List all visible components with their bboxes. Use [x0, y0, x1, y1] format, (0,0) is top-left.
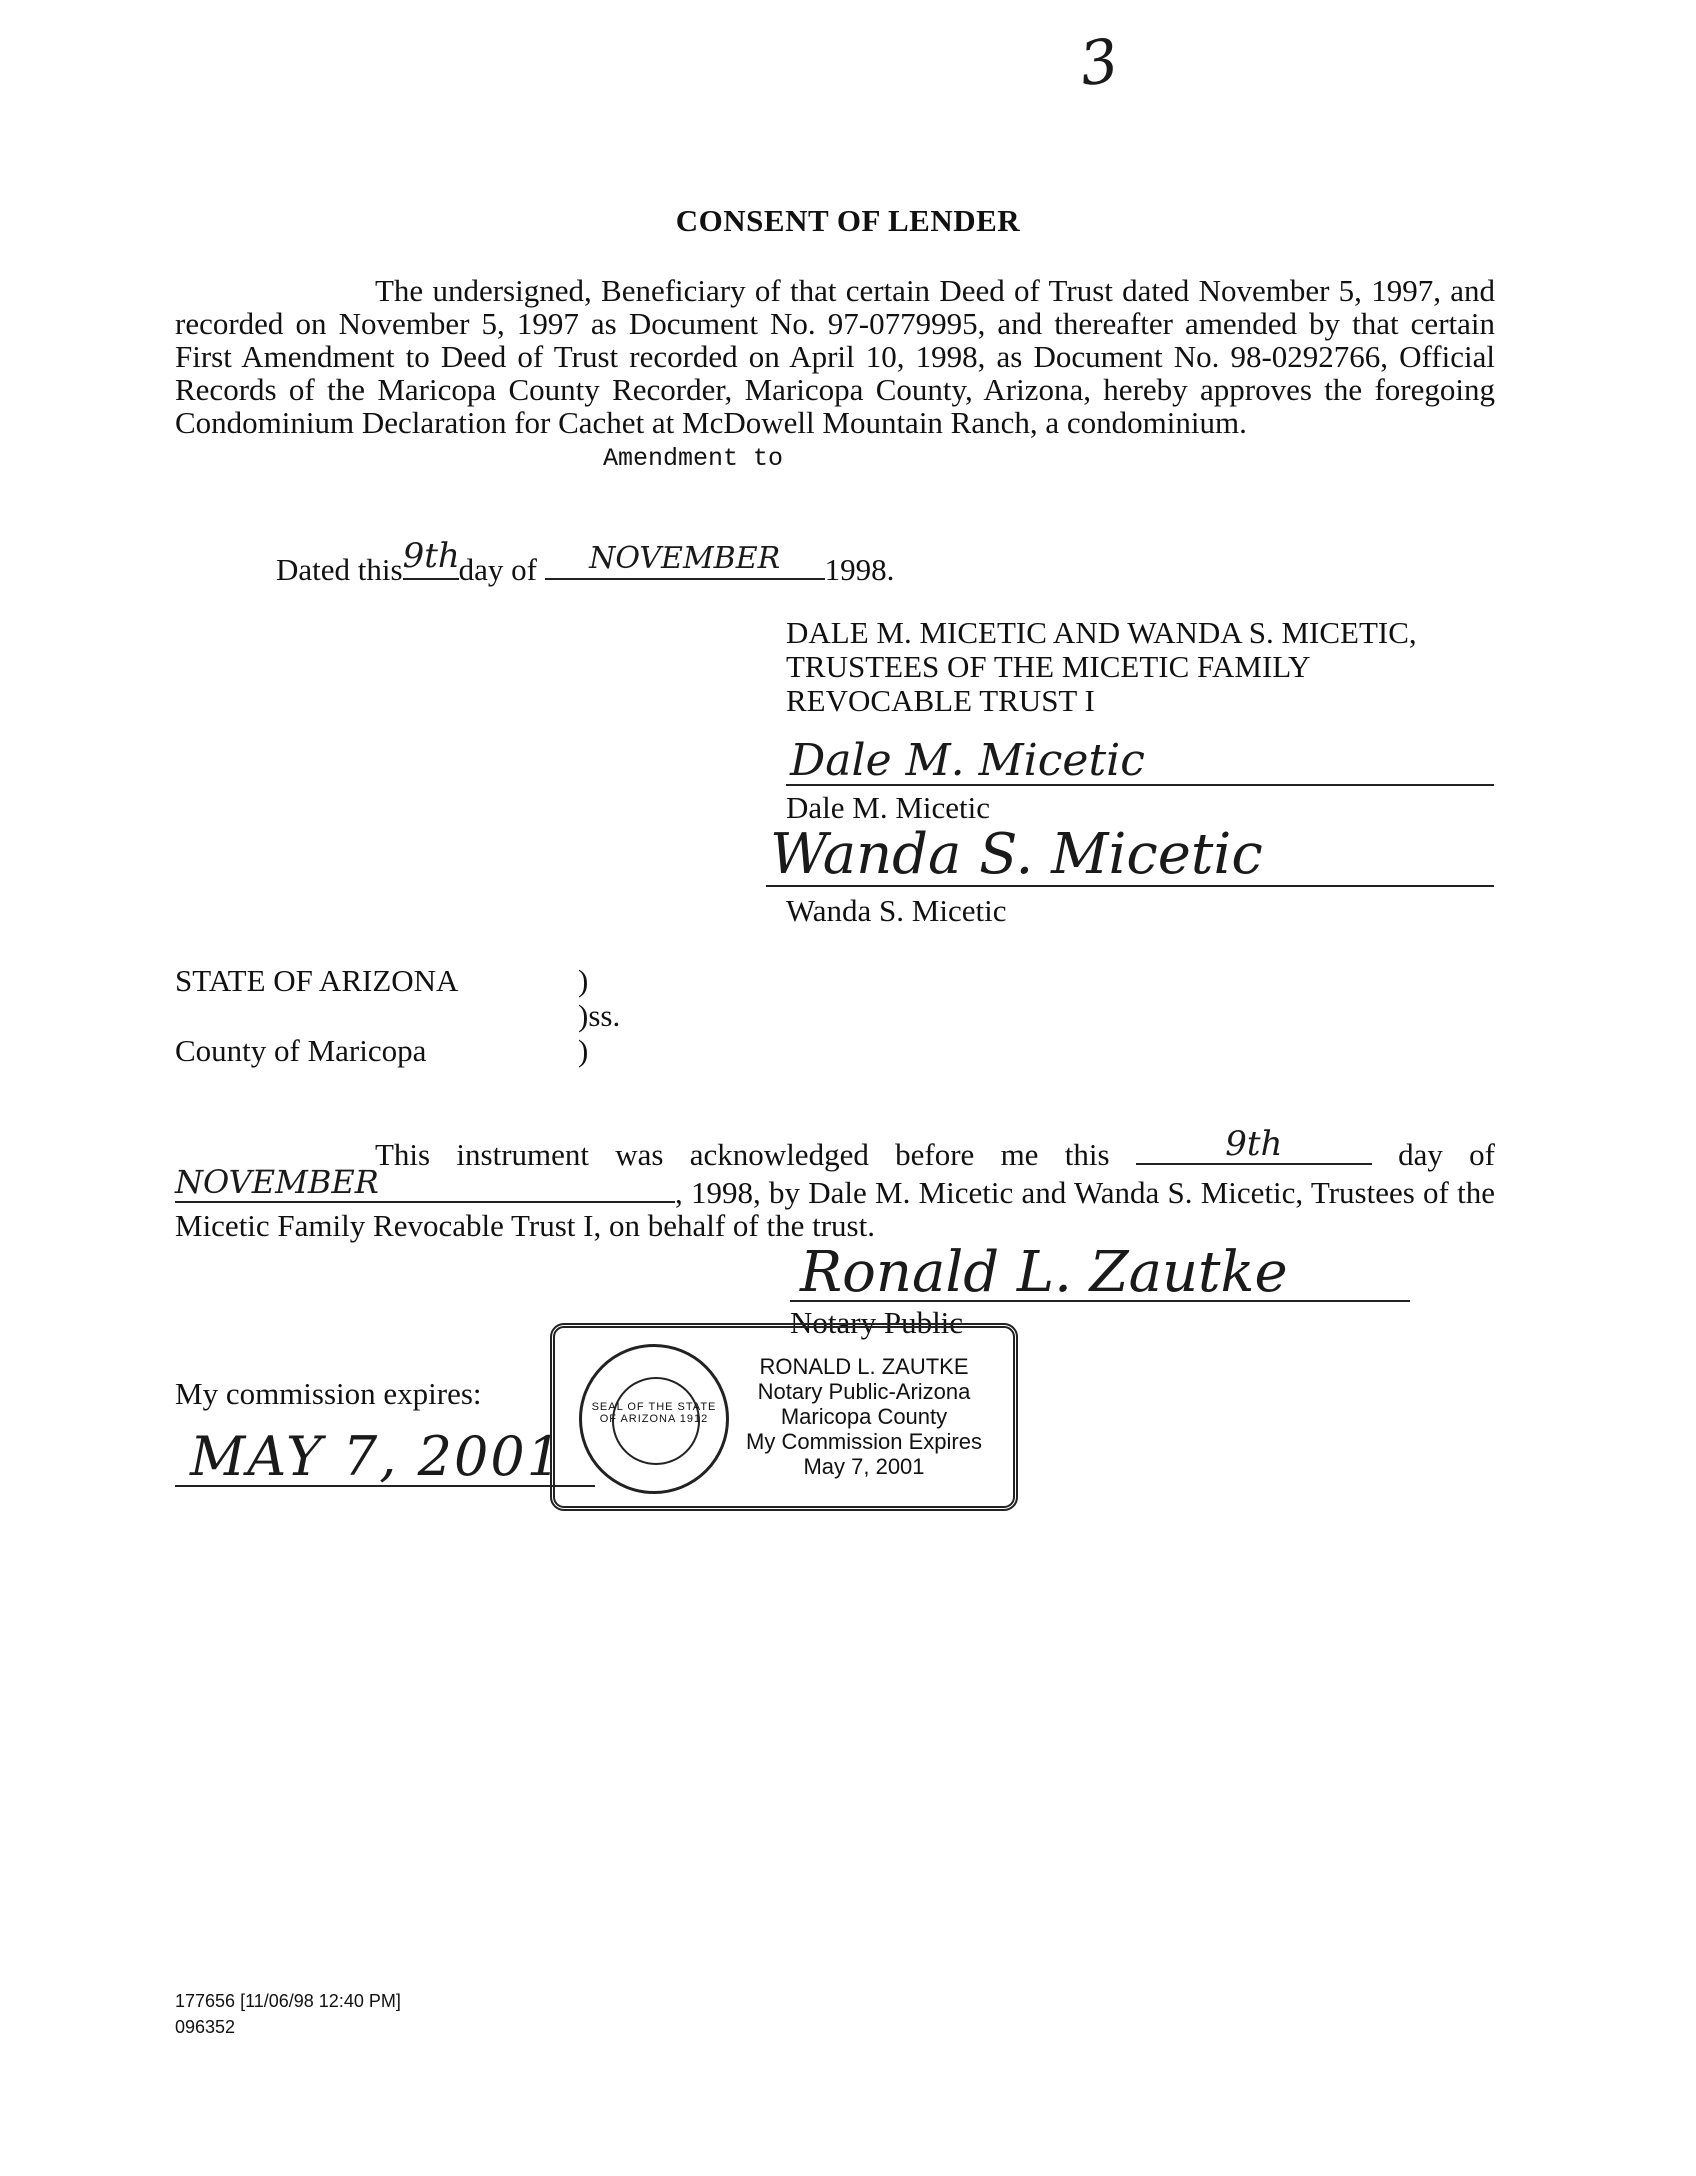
signatory-line-3: REVOCABLE TRUST I [786, 683, 1095, 718]
stamp-line-name: RONALD L. ZAUTKE [759, 1354, 969, 1379]
dale-signature-label: Dale M. Micetic [786, 790, 991, 825]
stamp-line-expires-date: May 7, 2001 [803, 1454, 925, 1479]
footer-number: 096352 [175, 2017, 236, 2037]
footer-document-id: 177656 [11/06/98 12:40 PM] [175, 1991, 401, 2011]
acknowledgment-paragraph [175, 1124, 1495, 1243]
signatory-line-2: TRUSTEES OF THE MICETIC FAMILY [786, 649, 1311, 684]
ack-day-handwritten: 9th [1225, 1124, 1283, 1164]
wanda-signature: Wanda S. Micetic [770, 822, 1263, 887]
ack-month-field [175, 1163, 675, 1203]
dale-signature: Dale M. Micetic [790, 735, 1145, 786]
venue-county: County of Maricopa [175, 1033, 427, 1068]
stamp-line-county: Maricopa County [780, 1404, 948, 1429]
dated-line [276, 536, 895, 588]
ack-part-2: day of [1398, 1137, 1495, 1172]
dated-middle: day of [458, 552, 537, 587]
dale-signature-line [786, 784, 1494, 786]
stamp-text [733, 1354, 995, 1479]
dated-year: 1998. [824, 552, 895, 587]
state-seal-icon [579, 1344, 729, 1494]
ack-part-1: This instrument was acknowledged before me this [375, 1137, 1110, 1172]
commission-expires-date: MAY 7, 2001 [190, 1425, 564, 1488]
venue-paren-close: ) [578, 1033, 589, 1068]
venue-state: STATE OF ARIZONA [175, 963, 459, 998]
ack-day-field [1136, 1124, 1372, 1165]
stamp-line-title: Notary Public-Arizona [757, 1379, 971, 1404]
notary-public-label: Notary Public [790, 1305, 964, 1340]
stamp-line-expires-label: My Commission Expires [746, 1429, 982, 1454]
venue-paren-open: ) [578, 963, 589, 998]
typed-insertion-note: Amendment to [603, 444, 784, 473]
venue-ss: )ss. [578, 998, 621, 1033]
notary-signature: Ronald L. Zautke [800, 1240, 1288, 1305]
dated-prefix: Dated this [276, 552, 403, 587]
document-title: CONSENT OF LENDER [675, 203, 1021, 238]
commission-expires-label: My commission expires: [175, 1376, 482, 1411]
ack-part-3: , 1998, by Dale M. Micetic and Wanda S. Micetic, Trustees of the Micetic Family Revocable Trust I, on behalf of the trust. [175, 1175, 1495, 1243]
commission-date-line [175, 1485, 595, 1487]
seal-text: SEAL OF THE STATE OF ARIZONA 1912 [591, 1401, 717, 1425]
wanda-signature-label: Wanda S. Micetic [786, 893, 1007, 928]
dated-day-handwritten: 9th [402, 536, 460, 576]
signatory-block [786, 616, 1417, 718]
handwritten-page-number: 3 [1075, 25, 1123, 101]
consent-paragraph-text: The undersigned, Beneficiary of that certain Deed of Trust dated November 5, 1997, and recorded on November 5, 1997 as Document No. 97-0779995, and thereafter amended by that certain First Amendment to Deed of Trust recorded on April 10, 1998, as Document No. 98-0292766, Official Records of the Maricopa County Recorder, Maricopa County, Arizona, hereby approves the foregoing Condominium Declaration for Cachet at McDowell Mountain Ranch, a condominium. [175, 273, 1495, 440]
notary-stamp [550, 1323, 1018, 1511]
ack-month-handwritten: NOVEMBER [175, 1163, 379, 1201]
consent-paragraph [175, 274, 1495, 439]
dated-day-field [402, 536, 460, 580]
dated-month-field [545, 541, 825, 580]
dated-month-handwritten: NOVEMBER [589, 541, 781, 576]
wanda-signature-line [766, 885, 1494, 887]
signatory-line-1: DALE M. MICETIC AND WANDA S. MICETIC, [786, 615, 1417, 650]
notary-signature-line [790, 1300, 1410, 1302]
